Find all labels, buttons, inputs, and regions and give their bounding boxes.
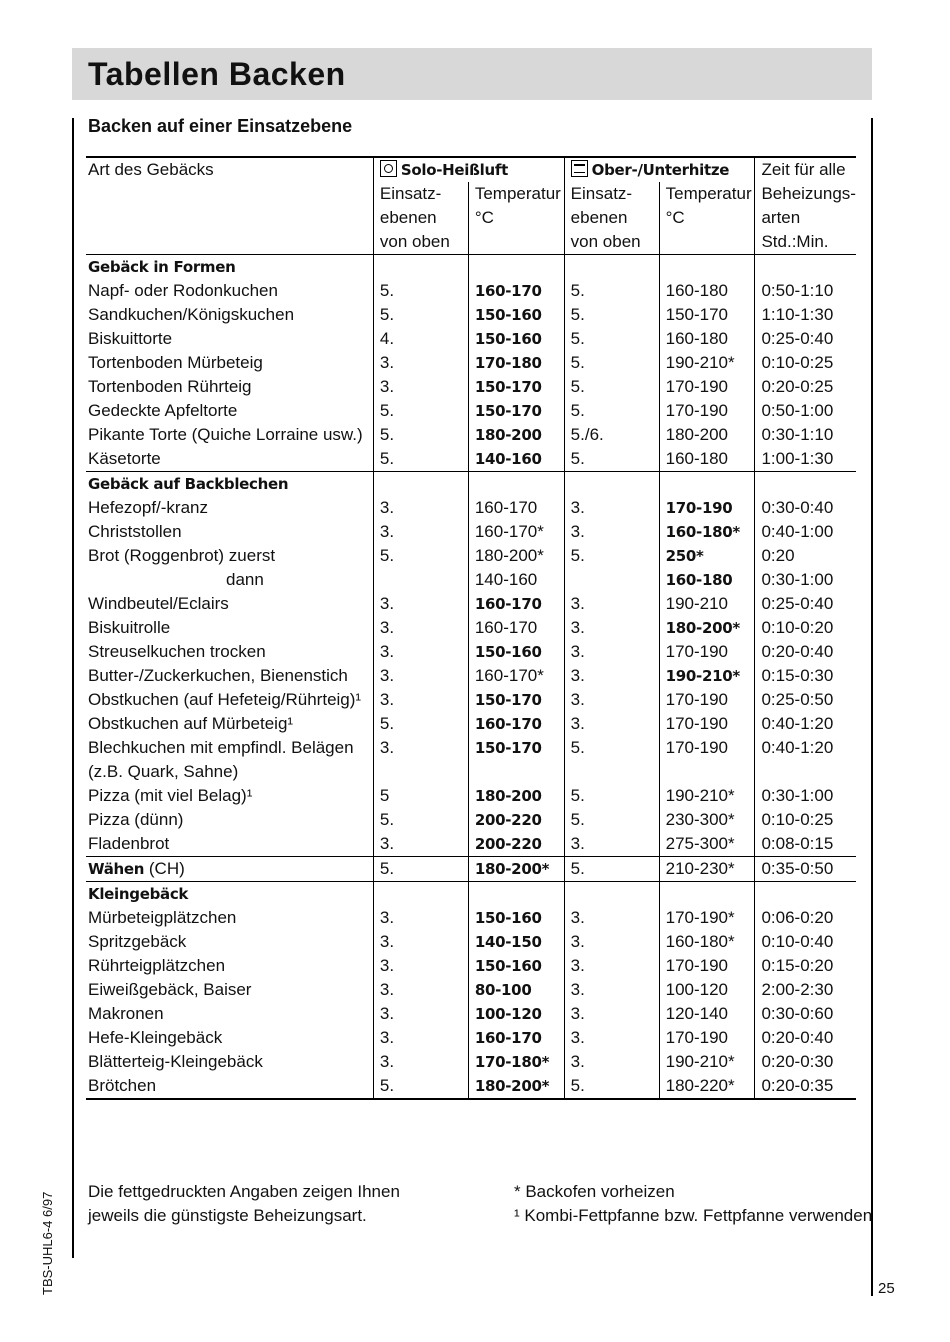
- cell-solo-temp: 160-170*: [468, 664, 564, 688]
- page-title: Tabellen Backen: [88, 56, 346, 92]
- section-heading-row: [86, 472, 856, 497]
- cell-ober-temp: 170-190: [659, 375, 755, 399]
- header-row: [86, 206, 856, 230]
- table-row: [86, 978, 856, 1002]
- fan-oven-icon: [380, 160, 397, 177]
- cell-solo-temp: 180-200: [468, 423, 564, 447]
- cell-item: Fladenbrot: [88, 834, 170, 853]
- cell-solo-temp: 140-160: [468, 447, 564, 472]
- cell-solo-level: 5: [373, 784, 468, 808]
- cell-ober-temp: 170-190: [659, 688, 755, 712]
- cell-item: Brötchen: [86, 1074, 373, 1099]
- section-heading-row: [86, 882, 856, 907]
- cell-item: Brot (Roggenbrot) zuerst: [88, 546, 276, 565]
- header-temp-1: °C: [659, 206, 755, 230]
- left-rule: [72, 118, 74, 1258]
- cell-ober-level: 5.: [564, 857, 659, 882]
- cell-solo-temp: 180-200*: [468, 544, 564, 568]
- cell-solo-temp: 150-170: [468, 736, 564, 760]
- cell-ober-level: 3.: [564, 954, 659, 978]
- cell-solo-level: 3.: [373, 906, 468, 930]
- header-einsatz-1: ebenen: [564, 206, 659, 230]
- cell-solo-temp: 80-100: [468, 978, 564, 1002]
- section-heading: Gebäck in Formen: [86, 255, 373, 280]
- table-row: [86, 447, 856, 472]
- cell-time: 0:20-0:30: [755, 1050, 856, 1074]
- section-heading-row: [86, 255, 856, 280]
- header-row: [86, 230, 856, 255]
- cell-time: 1:10-1:30: [755, 303, 856, 327]
- cell-ober-level: 3.: [564, 1026, 659, 1050]
- cell-ober-temp: 180-200*: [659, 616, 755, 640]
- footnote-superscript: ¹ Kombi-Fettpfanne bzw. Fettpfanne verwenden: [514, 1206, 873, 1225]
- cell-item: Rührteigplätzchen: [88, 956, 226, 975]
- top-bottom-heat-icon: [571, 160, 588, 177]
- cell-ober-level: 3.: [564, 496, 659, 520]
- cell-time: 1:00-1:30: [755, 447, 856, 472]
- table-row: [86, 664, 856, 688]
- header-zeit-3: Std.:Min.: [755, 230, 856, 255]
- table-row: [86, 640, 856, 664]
- cell-ober-temp: 190-210*: [659, 664, 755, 688]
- cell-ober-level: 3.: [564, 592, 659, 616]
- cell-time: 0:40-1:00: [755, 520, 856, 544]
- cell-solo-temp: 160-170: [468, 592, 564, 616]
- cell-ober-level: 5.: [564, 784, 659, 808]
- cell-time: 0:20-0:40: [755, 1026, 856, 1050]
- cell-item: Pizza (dünn): [88, 810, 184, 829]
- footnote-left-line: Die fettgedruckten Angaben zeigen Ihnen: [88, 1182, 400, 1201]
- cell-ober-temp: 160-180*: [659, 520, 755, 544]
- cell-item: dann: [226, 570, 264, 589]
- cell-item: Biskuitrolle: [88, 618, 171, 637]
- cell-solo-level: 3.: [373, 351, 468, 375]
- cell-item: Hefe-Kleingebäck: [88, 1028, 223, 1047]
- cell-ober-level: 5.: [564, 399, 659, 423]
- cell-ober-temp: 190-210*: [659, 351, 755, 375]
- cell-solo-level: 5.: [373, 447, 468, 472]
- cell-solo-temp: 160-170: [468, 712, 564, 736]
- cell-solo-level: 3.: [373, 616, 468, 640]
- table-row: [86, 1074, 856, 1099]
- cell-ober-level: 3.: [564, 832, 659, 857]
- cell-ober-level: 3.: [564, 978, 659, 1002]
- table-row: [86, 399, 856, 423]
- cell-ober-temp: 190-210*: [659, 1050, 755, 1074]
- cell-ober-temp: [659, 760, 755, 784]
- cell-item: Pizza (mit viel Belag)¹: [88, 786, 253, 805]
- header-temp-1: °C: [468, 206, 564, 230]
- cell-time: 0:25-0:40: [755, 592, 856, 616]
- header-temp-0: Temperatur: [468, 182, 564, 206]
- footnote-left-line: jeweils die günstigste Beheizungsart.: [88, 1206, 367, 1225]
- table-row: [86, 1050, 856, 1074]
- header-zeit-0: Zeit für alle: [755, 157, 856, 182]
- cell-item: Windbeutel/Eclairs: [88, 594, 229, 613]
- cell-solo-level: 5.: [373, 303, 468, 327]
- cell-time: 0:40-1:20: [755, 712, 856, 736]
- cell-item: Gedeckte Apfeltorte: [88, 401, 238, 420]
- table-row: [86, 784, 856, 808]
- cell-item: Blätterteig-Kleingebäck: [88, 1052, 263, 1071]
- table-row: [86, 736, 856, 760]
- cell-time: 0:10-0:25: [755, 351, 856, 375]
- cell-solo-level: 5.: [373, 712, 468, 736]
- cell-item: Butter-/Zuckerkuchen, Bienenstich: [88, 666, 348, 685]
- cell-solo-temp: 160-170: [468, 279, 564, 303]
- cell-ober-temp: 170-190: [659, 954, 755, 978]
- footnote-asterisk: * Backofen vorheizen: [514, 1182, 675, 1201]
- cell-time: 0:30-1:00: [755, 568, 856, 592]
- cell-item: Sandkuchen/Königskuchen: [88, 305, 295, 324]
- cell-solo-level: 5.: [373, 857, 468, 882]
- cell-solo-level: [373, 760, 468, 784]
- cell-ober-temp: 230-300*: [659, 808, 755, 832]
- cell-ober-temp: 170-190: [659, 736, 755, 760]
- cell-item: Obstkuchen auf Mürbeteig¹: [88, 714, 294, 733]
- cell-ober-temp: 160-180: [659, 447, 755, 472]
- cell-time: 0:50-1:00: [755, 399, 856, 423]
- header-solo: Solo-Heißluft: [373, 157, 564, 182]
- cell-solo-level: 5.: [373, 808, 468, 832]
- table-row: [86, 954, 856, 978]
- cell-time: 0:15-0:20: [755, 954, 856, 978]
- cell-ober-level: 5.: [564, 447, 659, 472]
- cell-item: Napf- oder Rodonkuchen: [88, 281, 278, 300]
- cell-solo-temp: 150-170: [468, 688, 564, 712]
- cell-solo-level: 5.: [373, 399, 468, 423]
- cell-item: Blechkuchen mit empfindl. Belägen: [88, 738, 354, 757]
- table-row: [86, 303, 856, 327]
- cell-solo-temp: 200-220: [468, 808, 564, 832]
- cell-solo-level: 5.: [373, 423, 468, 447]
- cell-ober-level: 5./6.: [564, 423, 659, 447]
- cell-ober-level: 5.: [564, 303, 659, 327]
- cell-item: (z.B. Quark, Sahne): [88, 762, 239, 781]
- cell-ober-temp: 180-200: [659, 423, 755, 447]
- cell-item: Biskuittorte: [88, 329, 173, 348]
- baking-table: [86, 156, 856, 1100]
- cell-ober-level: 5.: [564, 279, 659, 303]
- cell-solo-temp: 150-160: [468, 906, 564, 930]
- cell-solo-level: 3.: [373, 1026, 468, 1050]
- cell-time: 0:06-0:20: [755, 906, 856, 930]
- cell-ober-level: 5.: [564, 736, 659, 760]
- table-row: [86, 520, 856, 544]
- cell-ober-level: 3.: [564, 712, 659, 736]
- cell-ober-level: 5.: [564, 808, 659, 832]
- table-row: [86, 808, 856, 832]
- cell-time: 2:00-2:30: [755, 978, 856, 1002]
- cell-ober-level: 3.: [564, 1050, 659, 1074]
- table-row: [86, 351, 856, 375]
- cell-item: Pikante Torte (Quiche Lorraine usw.): [88, 425, 363, 444]
- cell-ober-level: 3.: [564, 616, 659, 640]
- cell-solo-temp: 100-120: [468, 1002, 564, 1026]
- baking-table-body: [86, 157, 856, 1099]
- cell-time: 0:35-0:50: [755, 857, 856, 882]
- cell-solo-temp: 160-170: [468, 496, 564, 520]
- cell-ober-level: 5.: [564, 351, 659, 375]
- cell-ober-temp: 170-190: [659, 712, 755, 736]
- cell-item: Käsetorte: [88, 449, 161, 468]
- cell-time: 0:40-1:20: [755, 736, 856, 760]
- cell-time: 0:30-1:00: [755, 784, 856, 808]
- cell-solo-level: 3.: [373, 496, 468, 520]
- cell-solo-temp: [468, 760, 564, 784]
- cell-solo-temp: 170-180*: [468, 1050, 564, 1074]
- cell-ober-temp: 275-300*: [659, 832, 755, 857]
- cell-ober-level: 5.: [564, 1074, 659, 1099]
- cell-time: 0:30-0:40: [755, 496, 856, 520]
- header-zeit-2: arten: [755, 206, 856, 230]
- footnote-right: [514, 1180, 872, 1228]
- header-ober: Ober-/Unterhitze: [564, 157, 755, 182]
- cell-solo-temp: 170-180: [468, 351, 564, 375]
- cell-time: 0:20: [755, 544, 856, 568]
- header-einsatz-0: Einsatz-: [373, 182, 468, 206]
- cell-solo-level: 3.: [373, 640, 468, 664]
- cell-ober-temp: 170-190*: [659, 906, 755, 930]
- cell-item: Streuselkuchen trocken: [88, 642, 266, 661]
- cell-solo-level: 3.: [373, 978, 468, 1002]
- table-row: [86, 568, 856, 592]
- cell-ober-temp: 100-120: [659, 978, 755, 1002]
- cell-ober-level: [564, 760, 659, 784]
- cell-solo-level: 3.: [373, 954, 468, 978]
- cell-ober-temp: 210-230*: [659, 857, 755, 882]
- page-number: 25: [878, 1280, 895, 1297]
- cell-solo-level: 3.: [373, 1002, 468, 1026]
- cell-time: 0:25-0:50: [755, 688, 856, 712]
- cell-ober-temp: 170-190: [659, 496, 755, 520]
- cell-solo-temp: 150-160: [468, 954, 564, 978]
- cell-solo-temp: 160-170: [468, 1026, 564, 1050]
- cell-solo-level: 3.: [373, 664, 468, 688]
- header-zeit-1: Beheizungs-: [755, 182, 856, 206]
- cell-ober-level: 3.: [564, 1002, 659, 1026]
- cell-time: 0:20-0:25: [755, 375, 856, 399]
- cell-item: Tortenboden Mürbeteig: [88, 353, 263, 372]
- section-heading: Kleingebäck: [86, 882, 373, 907]
- cell-solo-temp: 150-160: [468, 327, 564, 351]
- cell-ober-level: 3.: [564, 520, 659, 544]
- table-row: [86, 1002, 856, 1026]
- header-einsatz-2: von oben: [373, 230, 468, 255]
- header-einsatz-1: ebenen: [373, 206, 468, 230]
- cell-ober-temp: 250*: [659, 544, 755, 568]
- cell-time: 0:10-0:20: [755, 616, 856, 640]
- cell-solo-level: 3.: [373, 592, 468, 616]
- cell-ober-level: [564, 568, 659, 592]
- cell-time: 0:30-0:60: [755, 1002, 856, 1026]
- cell-ober-level: 3.: [564, 688, 659, 712]
- footnote-left: [88, 1180, 400, 1228]
- cell-time: 0:15-0:30: [755, 664, 856, 688]
- table-row: [86, 906, 856, 930]
- cell-solo-temp: 160-170: [468, 616, 564, 640]
- cell-solo-level: 5.: [373, 279, 468, 303]
- cell-item: Makronen: [88, 1004, 164, 1023]
- cell-time: 0:25-0:40: [755, 327, 856, 351]
- table-row: [86, 544, 856, 568]
- cell-ober-temp: 160-180: [659, 568, 755, 592]
- cell-item: Christstollen: [88, 522, 182, 541]
- cell-solo-temp: 140-160: [468, 568, 564, 592]
- table-row: [86, 592, 856, 616]
- cell-solo-temp: 140-150: [468, 930, 564, 954]
- cell-solo-temp: 200-220: [468, 832, 564, 857]
- cell-item: Eiweißgebäck, Baiser: [88, 980, 252, 999]
- cell-solo-temp: 150-160: [468, 303, 564, 327]
- cell-item: Obstkuchen (auf Hefeteig/Rührteig)¹: [88, 690, 362, 709]
- cell-ober-temp: 170-190: [659, 399, 755, 423]
- cell-solo-temp: 150-170: [468, 399, 564, 423]
- table-row: [86, 930, 856, 954]
- cell-ober-temp: 160-180*: [659, 930, 755, 954]
- cell-solo-temp: 160-170*: [468, 520, 564, 544]
- cell-solo-level: 3.: [373, 832, 468, 857]
- cell-time: [755, 760, 856, 784]
- header-temp-0: Temperatur: [659, 182, 755, 206]
- cell-time: 0:20-0:40: [755, 640, 856, 664]
- cell-solo-level: 4.: [373, 327, 468, 351]
- header-row: [86, 157, 856, 182]
- cell-ober-temp: 180-220*: [659, 1074, 755, 1099]
- table-row: [86, 616, 856, 640]
- section-heading: Gebäck auf Backblechen: [86, 472, 373, 497]
- table-row: [86, 688, 856, 712]
- cell-time: 0:08-0:15: [755, 832, 856, 857]
- table-row: [86, 279, 856, 303]
- cell-item: Mürbeteigplätzchen: [88, 908, 237, 927]
- cell-solo-level: 5.: [373, 544, 468, 568]
- cell-solo-level: 3.: [373, 930, 468, 954]
- cell-ober-level: 5.: [564, 327, 659, 351]
- table-row: [86, 375, 856, 399]
- cell-solo-temp: 180-200: [468, 784, 564, 808]
- header-einsatz-0: Einsatz-: [564, 182, 659, 206]
- header-art: Art des Gebäcks: [86, 157, 373, 182]
- cell-solo-level: 3.: [373, 1050, 468, 1074]
- table-row: [86, 423, 856, 447]
- table-row: [86, 712, 856, 736]
- cell-solo-temp: 150-170: [468, 375, 564, 399]
- cell-ober-level: 3.: [564, 906, 659, 930]
- cell-time: 0:10-0:25: [755, 808, 856, 832]
- cell-solo-level: 5.: [373, 1074, 468, 1099]
- cell-ober-level: 5.: [564, 375, 659, 399]
- table-row: [86, 760, 856, 784]
- table-row: [86, 496, 856, 520]
- cell-solo-temp: 180-200*: [468, 857, 564, 882]
- table-row: [86, 327, 856, 351]
- cell-ober-temp: 170-190: [659, 1026, 755, 1050]
- cell-time: 0:20-0:35: [755, 1074, 856, 1099]
- cell-ober-level: 3.: [564, 640, 659, 664]
- cell-ober-temp: 190-210: [659, 592, 755, 616]
- cell-solo-level: 3.: [373, 736, 468, 760]
- cell-solo-temp: 180-200*: [468, 1074, 564, 1099]
- document-code: TBS-UHL6-4 6/97: [40, 1191, 55, 1295]
- table-row: [86, 1026, 856, 1050]
- cell-item: Tortenboden Rührteig: [88, 377, 252, 396]
- cell-ober-temp: 150-170: [659, 303, 755, 327]
- cell-ober-temp: 160-180: [659, 327, 755, 351]
- section-subtitle: Backen auf einer Einsatzebene: [88, 116, 353, 136]
- cell-ober-temp: 170-190: [659, 640, 755, 664]
- table-row: [86, 857, 856, 882]
- cell-item: Spritzgebäck: [88, 932, 187, 951]
- cell-solo-level: [373, 568, 468, 592]
- cell-item: Hefezopf/-kranz: [88, 498, 208, 517]
- cell-solo-level: 3.: [373, 375, 468, 399]
- cell-solo-temp: 150-160: [468, 640, 564, 664]
- cell-time: 0:10-0:40: [755, 930, 856, 954]
- cell-ober-level: 5.: [564, 544, 659, 568]
- cell-time: 0:30-1:10: [755, 423, 856, 447]
- cell-ober-temp: 160-180: [659, 279, 755, 303]
- table-row: [86, 832, 856, 857]
- header-einsatz-2: von oben: [564, 230, 659, 255]
- cell-ober-temp: 190-210*: [659, 784, 755, 808]
- cell-ober-temp: 120-140: [659, 1002, 755, 1026]
- cell-solo-level: 3.: [373, 688, 468, 712]
- cell-ober-level: 3.: [564, 664, 659, 688]
- header-row: [86, 182, 856, 206]
- cell-time: 0:50-1:10: [755, 279, 856, 303]
- cell-item: Wähen (CH): [86, 857, 373, 882]
- right-rule: [871, 118, 873, 1296]
- cell-ober-level: 3.: [564, 930, 659, 954]
- cell-solo-level: 3.: [373, 520, 468, 544]
